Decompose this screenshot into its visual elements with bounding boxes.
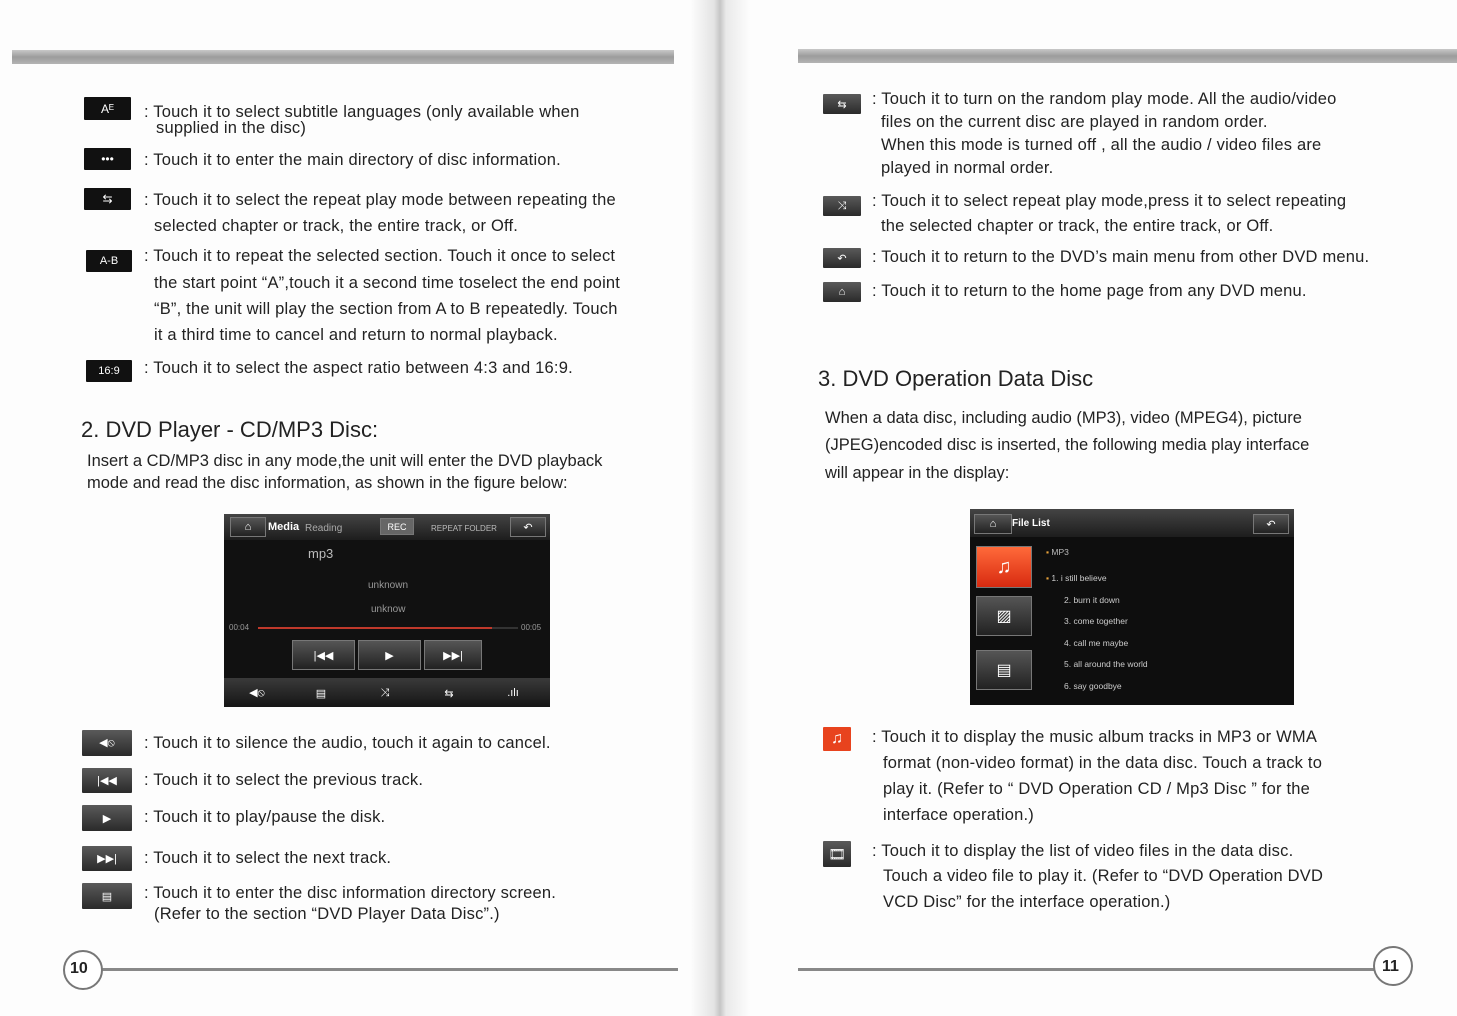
intro-line-3: will appear in the display: — [825, 464, 1010, 482]
rec-button[interactable]: REC — [380, 518, 414, 535]
section-title-right: 3. DVD Operation Data Disc — [818, 366, 1094, 391]
header-bar — [12, 50, 674, 64]
random-text-4: played in normal order. — [881, 159, 1054, 177]
media-screen — [224, 514, 550, 707]
track-name: mp3 — [308, 546, 334, 561]
home-icon[interactable]: ⌂ — [230, 517, 266, 537]
folder-label: ▪ MP3 — [1046, 547, 1069, 557]
video-text-3: VCD Disc” for the interface operation.) — [883, 893, 1171, 911]
home-text: : Touch it to return to the home page from any DVD menu. — [872, 282, 1307, 300]
time-total: 00:05 — [521, 623, 542, 632]
left-page — [0, 0, 712, 1016]
ab-text: : Touch it to repeat the selected section. Touch it once to select — [144, 247, 616, 265]
list-item[interactable]: ▪ 1. i still believe — [1046, 573, 1107, 583]
home-icon: ⌂ — [823, 282, 861, 302]
random-icon: ⇆ — [823, 94, 861, 114]
directory-text-2: (Refer to the section “DVD Player Data Disc”.) — [154, 905, 500, 923]
list-item[interactable]: 4. call me maybe — [1064, 638, 1129, 648]
music-text-2: format (non-video format) in the data disc. Touch a track to — [883, 754, 1323, 772]
intro-line-1: When a data disc, including audio (MP3), video (MPEG4), picture — [825, 409, 1302, 427]
home-icon[interactable]: ⌂ — [974, 514, 1012, 534]
shuffle-text-2: the selected chapter or track, the entire track, or Off. — [881, 217, 1274, 235]
music-text-4: interface operation.) — [883, 806, 1034, 824]
ab-text-2: the start point “A”,touch it a second time toselect the end point — [154, 274, 621, 292]
mute-text: : Touch it to silence the audio, touch it again to cancel. — [144, 734, 551, 752]
subtitle-text-2: supplied in the disc) — [156, 119, 307, 137]
album-name: unknow — [371, 604, 406, 615]
random-text-2: files on the current disc are played in random order. — [881, 113, 1268, 131]
mute-button[interactable]: ◀⦸ — [249, 687, 265, 699]
ab-icon: A-B — [86, 250, 132, 272]
next-track-button[interactable]: ▶▶| — [424, 640, 482, 670]
progress-fill — [258, 627, 492, 629]
file-icon: ▪ — [1046, 573, 1052, 583]
music-text-3: play it. (Refer to “ DVD Operation CD / Mp3 Disc ” for the — [883, 780, 1310, 798]
section-title-left: 2. DVD Player - CD/MP3 Disc: — [81, 417, 379, 442]
shuffle-text: : Touch it to select repeat play mode,press it to select repeating — [872, 192, 1347, 210]
video-text: : Touch it to display the list of video files in the data disc. — [872, 842, 1294, 860]
random-text-3: When this mode is turned off , all the audio / video files are — [881, 136, 1322, 154]
ab-text-4: it a third time to cancel and return to normal playback. — [154, 326, 558, 344]
list-item[interactable]: 3. come together — [1064, 616, 1128, 626]
directory-icon: ▤ — [82, 883, 132, 909]
subtitle-text: : Touch it to select subtitle languages (only available when — [144, 103, 580, 121]
next-text: : Touch it to select the next track. — [144, 849, 392, 867]
repeat-icon: ⇆ — [84, 188, 131, 210]
info-icon: ••• — [84, 148, 131, 170]
list-item[interactable]: 6. say goodbye — [1064, 681, 1122, 691]
video-tab[interactable]: ▤ — [976, 650, 1032, 690]
aspect-text: : Touch it to select the aspect ratio between 4:3 and 16:9. — [144, 359, 573, 377]
play-icon: ▶ — [82, 805, 132, 831]
prev-track-button[interactable]: |◀◀ — [292, 640, 355, 670]
filelist-title: File List — [1012, 518, 1050, 529]
aspect-icon: 16:9 — [86, 360, 132, 382]
back-icon[interactable]: ↶ — [510, 517, 546, 537]
back-icon[interactable]: ↶ — [1253, 514, 1289, 534]
directory-text: : Touch it to enter the disc information directory screen. — [144, 884, 557, 902]
repeat-button[interactable]: ⇆ — [444, 687, 454, 700]
back-text: : Touch it to return to the DVD’s main menu from other DVD menu. — [872, 248, 1370, 266]
subtitle-icon: Aᴱ — [84, 97, 131, 120]
play-text: : Touch it to play/pause the disk. — [144, 808, 386, 826]
list-item[interactable]: 5. all around the world — [1064, 659, 1148, 669]
folder-icon: ▪ — [1046, 547, 1052, 557]
header-bar — [798, 49, 1457, 63]
back-icon: ↶ — [823, 248, 861, 268]
footer-line — [798, 968, 1374, 971]
ab-text-3: “B”, the unit will play the section from A to B repeatedly. Touch — [154, 300, 618, 318]
artist-name: unknown — [368, 580, 409, 591]
shuffle-icon: ⤨ — [823, 196, 861, 216]
book-spine-shadow — [690, 0, 750, 1016]
music-icon: ♫ — [823, 727, 851, 751]
intro-line-1: Insert a CD/MP3 disc in any mode,the unit will enter the DVD playback — [87, 452, 603, 470]
video-text-2: Touch a video file to play it. (Refer to “DVD Operation DVD — [883, 867, 1324, 885]
page-number: 10 — [70, 960, 88, 977]
prev-text: : Touch it to select the previous track. — [144, 771, 424, 789]
music-tab[interactable]: ♫ — [976, 546, 1032, 588]
time-elapsed: 00:04 — [229, 623, 250, 632]
list-item[interactable]: 2. burn it down — [1064, 595, 1120, 605]
media-title: Media — [268, 521, 300, 533]
page-number: 11 — [1382, 958, 1399, 975]
eq-button[interactable]: .ılı — [507, 687, 519, 699]
repeat-text: : Touch it to select the repeat play mode between repeating the — [144, 191, 616, 209]
list-button[interactable]: ▤ — [315, 687, 327, 700]
shuffle-button[interactable]: ⤨ — [380, 686, 390, 699]
media-status: Reading — [305, 523, 343, 534]
info-text: : Touch it to enter the main directory of disc information. — [144, 151, 561, 169]
video-icon: 🎞 — [823, 841, 851, 867]
progress-track[interactable] — [258, 627, 518, 629]
music-text: : Touch it to display the music album tracks in MP3 or WMA — [872, 728, 1318, 746]
mute-icon: ◀⦸ — [82, 730, 132, 756]
filelist-screen — [970, 509, 1294, 705]
footer-line — [100, 968, 678, 971]
play-button[interactable]: ▶ — [358, 640, 421, 670]
repeat-folder-label: REPEAT FOLDER — [431, 524, 497, 533]
prev-icon: |◀◀ — [82, 768, 132, 793]
right-page — [712, 0, 1457, 1016]
random-text: : Touch it to turn on the random play mode. All the audio/video — [872, 90, 1337, 108]
repeat-text-2: selected chapter or track, the entire track, or Off. — [154, 217, 519, 235]
intro-line-2: mode and read the disc information, as shown in the figure below: — [87, 474, 568, 492]
intro-line-2: (JPEG)encoded disc is inserted, the following media play interface — [825, 436, 1310, 454]
picture-tab[interactable]: ▨ — [976, 596, 1032, 636]
next-icon: ▶▶| — [82, 846, 132, 871]
